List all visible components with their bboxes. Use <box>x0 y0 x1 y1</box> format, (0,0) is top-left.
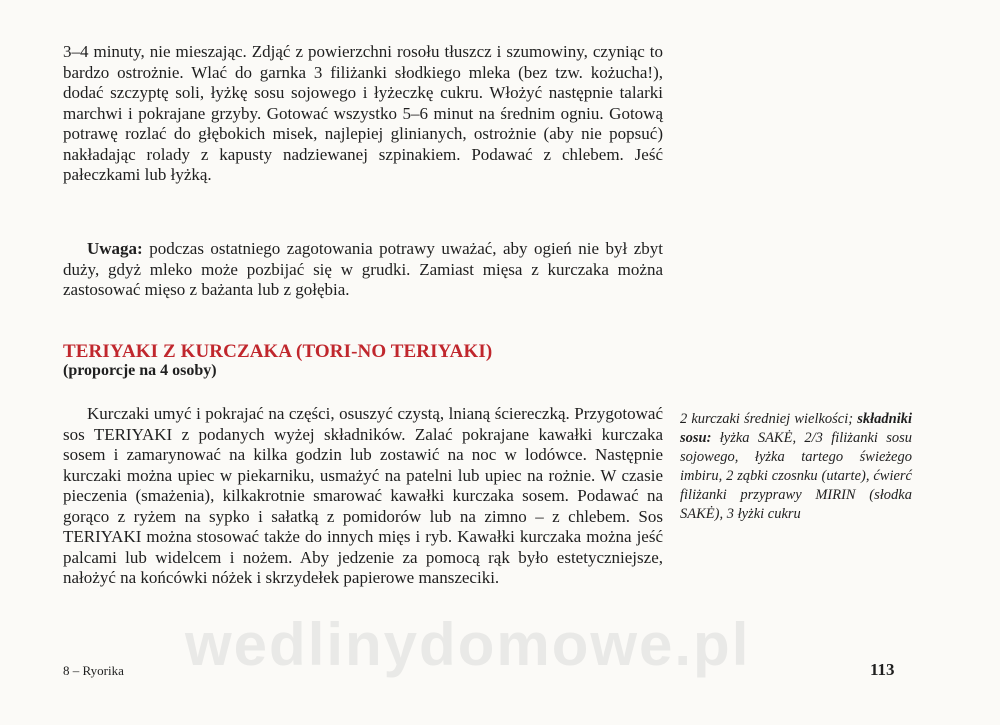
note-text: podczas ostatniego zagotowania potrawy uważać, aby ogień nie był zbyt duży, gdyż mleko może pozbijać się w grudki. Zamiast mięsa z kurczaka można zastosować mięso z bażanta lub z gołębia. <box>63 239 663 299</box>
recipe-portions: (proporcje na 4 osoby) <box>63 362 217 379</box>
note-paragraph <box>63 239 663 301</box>
ingredients-intro: 2 kurczaki średniej wielkości; <box>680 411 854 427</box>
sauce-ingredients: łyżka SAKĖ, 2/3 filiżanki sosu sojowego, łyżka tartego świeżego imbiru, 2 ząbki czosnku (utarte), ćwierć filiżanki przyprawy MIRIN (słodka SAKĖ), 3 łyżki cukru <box>680 430 912 522</box>
sauce-label: składniki sosu: <box>680 411 913 446</box>
signature-mark: 8 – Ryorika <box>63 663 124 678</box>
page-number: 113 <box>870 660 895 679</box>
note-label: Uwaga: <box>87 239 143 258</box>
paragraph-continuation: 3–4 minuty, nie mieszając. Zdjąć z powierzchni rosołu tłuszcz i szumowiny, czyniąc to bardzo ostrożnie. Wlać do garnka 3 filiżanki słodkiego mleka (bez tzw. kożucha!), dodać szczyptę soli, łyżkę sosu sojowego i łyżeczkę cukru. Włożyć następnie talarki marchwi i pokrajane grzyby. Gotować wszystko 5–6 minut na średnim ogniu. Gotową potrawę rozlać do głębokich misek, najlepiej glinianych, ostrożnie (aby nie popsuć) nakładając rolady z kapusty nadziewanej szpinakiem. Podawać z chlebem. Jeść pałeczkami lub łyżką. <box>63 42 663 184</box>
recipe-instructions: Kurczaki umyć i pokrajać na części, osuszyć czystą, lnianą ściereczką. Przygotować sos TERIYAKI z podanych wyżej składników. Zalać pokrajane kawałki kurczaka sosem i zamarynować na kilka godzin lub zostawić na noc w lodówce. Następnie kurczaki można upiec w piekarniku, usmażyć na patelni lub upiec na rożnie. W czasie pieczenia (smażenia), kilkakrotnie smarować kawałki kurczaka sosem. Podawać na gorąco z ryżem na sypko i sałatką z pomidorów lub na zimno – z chlebem. Sos TERIYAKI można stosować także do innych mięs i ryb. Kawałki kurczaka można jeść palcami lub widelcem i nożem. Aby jedzenie za pomocą rąk było estetyczniejsze, nałożyć na końcówki nóżek i skrzydełek papierowe manszeciki. <box>63 404 663 587</box>
ingredients-sidebar <box>680 410 912 524</box>
watermark: wedlinydomowe.pl <box>185 611 751 678</box>
recipe-title: TERIYAKI Z KURCZAKA (TORI-NO TERIYAKI) <box>63 341 493 362</box>
